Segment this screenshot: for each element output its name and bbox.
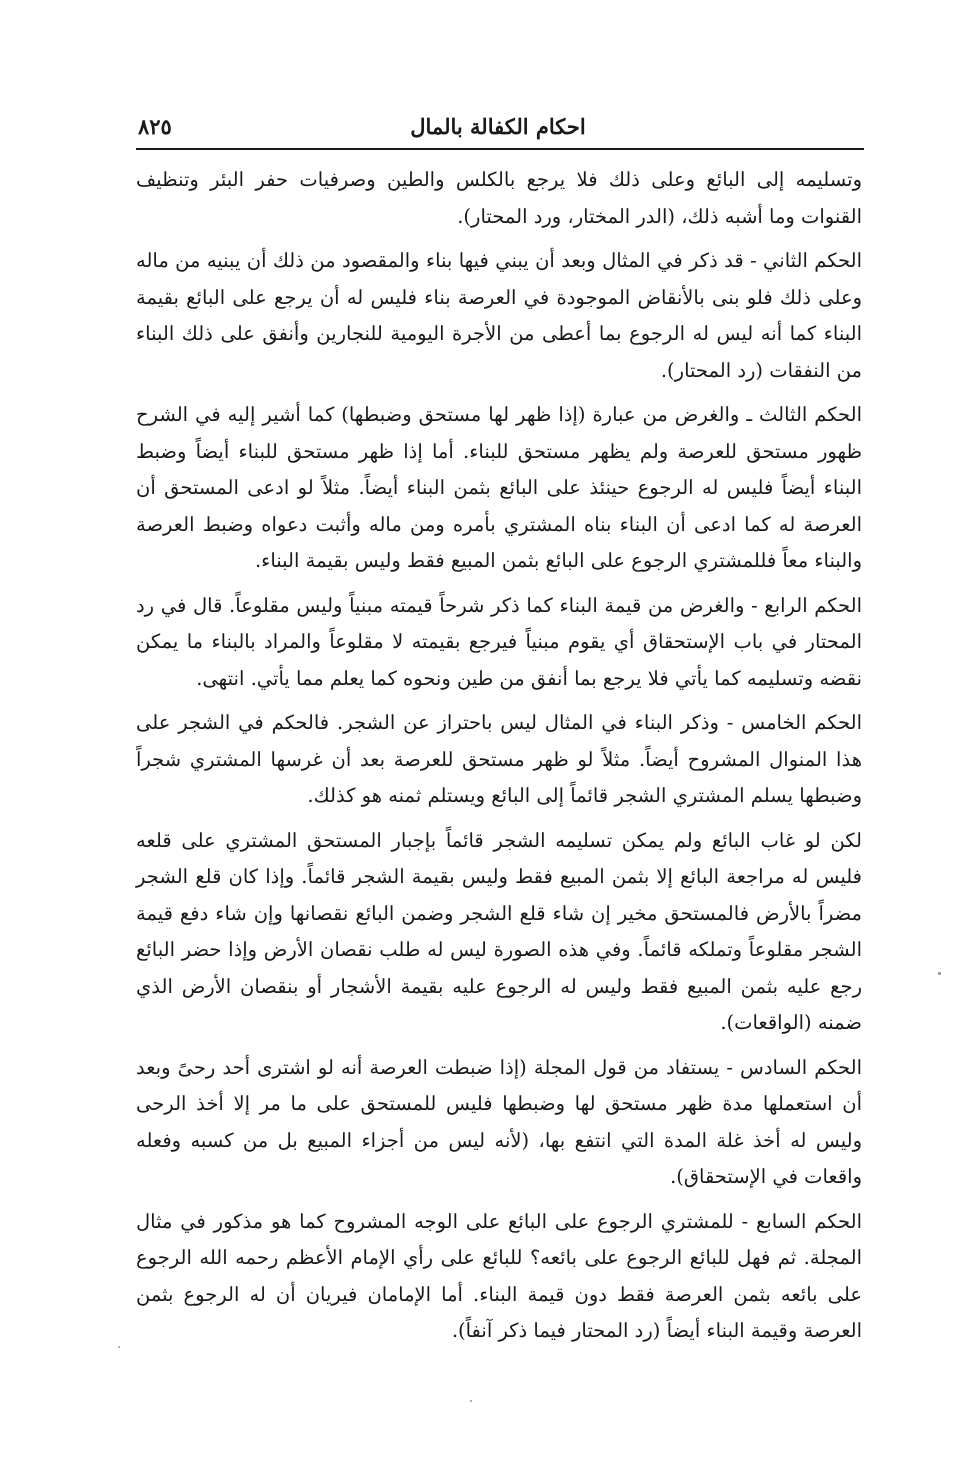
paragraph-rule-5-continued: لكن لو غاب البائع ولم يمكن تسليمه الشجر قائماً بإجبار المستحق المشتري على قلعه فليس له مراجعة البائع إلا بثمن المبيع فقط وليس بقيمة الشجر قائماً. وإذا كان قلع الشجر مضراً بالأرض فالمستحق مخير إن شاء قلع الشجر وضمن البائع نقصانها وإن شاء دفع قيمة الشجر مقلوعاً وتملكه قائماً. وفي هذه الصورة ليس له طلب نقصان الأرض وإذا حضر البائع رجع عليه بثمن المبيع فقط وليس له الرجوع عليه بقيمة الأشجار أو بنقصان الأرض الذي ضمنه (الواقعات). <box>136 828 862 1034</box>
page-number: ٨٢٥ <box>138 114 172 139</box>
paragraph-rule-2: الحكم الثاني - قد ذكر في المثال وبعد أن يبني فيها بناء والمقصود من ذلك أن يبنيه من ماله وعلى ذلك فلو بنى بالأنقاض الموجودة في العرصة بناء فليس له أن يرجع على البائع بقيمة البناء كما أنه ليس له الرجوع بما أعطى من الأجرة اليومية للنجارين وأنفق على ذلك البناء من النفقات (رد المحتار). <box>136 249 862 382</box>
paragraph-rule-5: الحكم الخامس - وذكر البناء في المثال ليس باحتراز عن الشجر. فالحكم في الشجر على هذا المنوال المشروح أيضاً. مثلاً لو ظهر مستحق للعرصة بعد أن غرسها المشتري شجراً وضبطها يسلم المشتري الشجر قائماً إلى البائع ويستلم ثمنه هو كذلك. <box>136 711 862 807</box>
paragraph-intro: وتسليمه إلى البائع وعلى ذلك فلا يرجع بالكلس والطين وصرفيات حفر البئر وتنظيف القنوات وما أشبه ذلك، (الدر المختار، ورد المحتار). <box>136 168 862 228</box>
header-rule <box>136 148 864 150</box>
paragraph-rule-4: الحكم الرابع - والغرض من قيمة البناء كما ذكر شرحاً قيمته مبنياً وليس مقلوعاً. قال في رد المحتار في باب الإستحقاق أي يقوم مبنياً فيرجع بقيمته لا مقلوعاً والمراد بالبناء ما يمكن نقضه وتسليمه كما يأتي فلا يرجع بما أنفق من طين ونحوه كما يعلم مما يأتي. انتهى. <box>136 593 862 690</box>
body-text <box>136 162 862 1358</box>
paragraph-rule-6: الحكم السادس - يستفاد من قول المجلة (إذا ضبطت العرصة أنه لو اشترى أحد رحىً وبعد أن استعملها مدة ظهر مستحق لها وضبطها فليس للمستحق على ما مر إلا أخذ الرحى وليس له أخذ غلة المدة التي انتفع بها، (لأنه ليس من أجزاء المبيع بل من كسبه وفعله واقعات في الإستحقاق). <box>136 1055 862 1188</box>
running-header <box>130 104 866 150</box>
scan-speck <box>938 972 941 975</box>
scan-speck <box>470 1400 472 1402</box>
paragraph-rule-7: الحكم السابع - للمشتري الرجوع على البائع على الوجه المشروح كما هو مذكور في مثال المجلة. ثم فهل للبائع الرجوع على بائعه؟ للبائع على رأي الإمام الأعظم رحمه الله الرجوع على بائعه بثمن العرصة فقط دون قيمة البناء. أما الإمامان فيريان أن له الرجوع بثمن العرصة وقيمة البناء أيضاً (رد المحتار فيما ذكر آنفاً). <box>136 1209 862 1342</box>
scan-speck <box>118 1346 120 1348</box>
header-title: احكام الكفالة بالمال <box>410 114 586 139</box>
paragraph-rule-3: الحكم الثالث ـ والغرض من عبارة (إذا ظهر لها مستحق وضبطها) كما أشير إليه في الشرح ظهور مستحق للعرصة ولم يظهر مستحق للبناء. أما إذا ظهر مستحق للبناء أيضاً وضبط البناء أيضاً فليس له الرجوع حينئذ على البائع بثمن البناء أيضاً. مثلاً لو ادعى المستحق أن العرصة له كما ادعى أن البناء بناه المشتري بأمره ومن ماله وأثبت دعواه وضبط العرصة والبناء معاً فللمشتري الرجوع على البائع بثمن المبيع فقط وليس بقيمة البناء. <box>136 403 862 572</box>
